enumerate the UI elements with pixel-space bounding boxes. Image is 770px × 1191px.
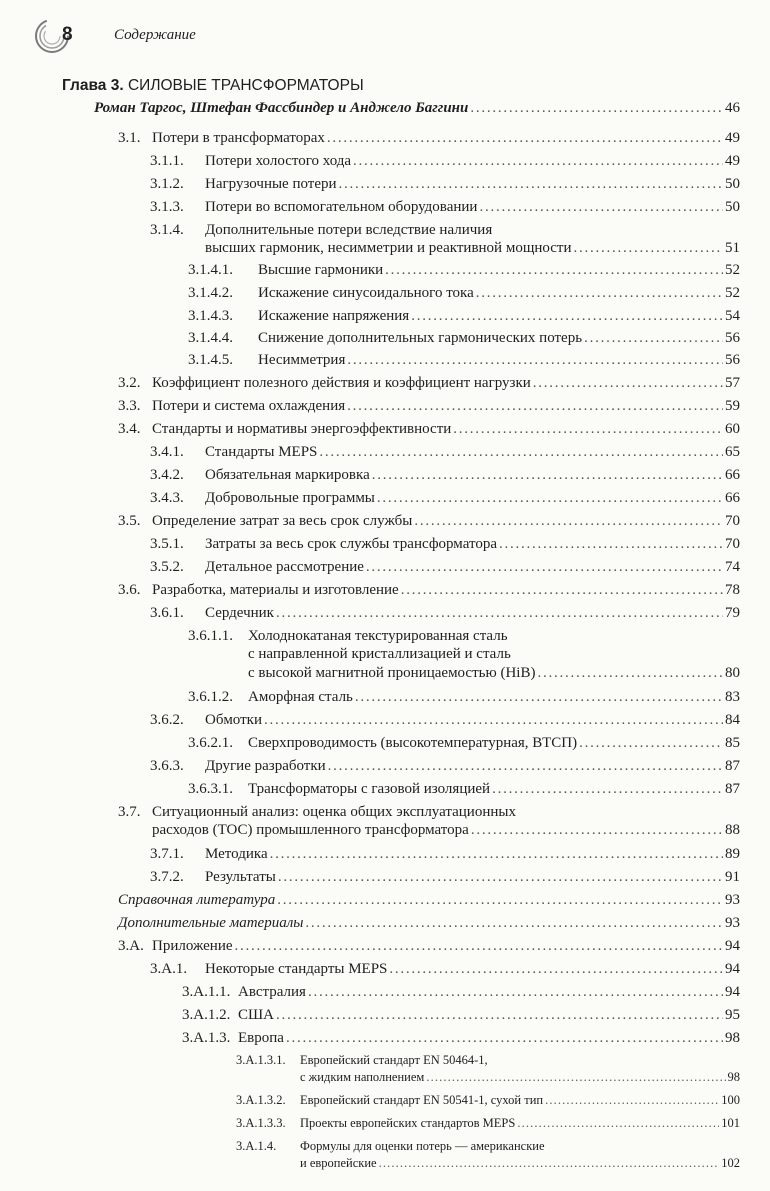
chapter-heading [62, 77, 364, 95]
toc-number: 3.1.4.2. [188, 285, 233, 301]
toc-entry [118, 398, 740, 420]
toc-entry [150, 153, 740, 175]
toc-title: Стандарты и нормативы энергоэффективности [152, 421, 452, 437]
toc-page: 52 [725, 262, 740, 278]
chapter-title: СИЛОВЫЕ ТРАНСФОРМАТОРЫ [127, 77, 364, 94]
toc-entry [236, 1116, 740, 1138]
toc-entry [188, 330, 740, 352]
toc-page: 93 [725, 892, 740, 908]
toc-page: 74 [725, 559, 740, 575]
toc-number: 3.5.1. [150, 536, 184, 552]
toc-entry [118, 421, 740, 443]
toc-entry [118, 375, 740, 397]
toc-entry [150, 444, 740, 466]
toc-page: 49 [725, 130, 740, 146]
toc-number: 3.1.4.5. [188, 352, 233, 368]
toc-title: Высшие гармоники [258, 262, 384, 278]
toc-number: 3.A.1.3.1. [236, 1053, 286, 1067]
toc-page: 98 [727, 1070, 740, 1084]
toc-entry [188, 352, 740, 374]
toc-entry [118, 915, 740, 937]
toc-number: 3.7. [118, 804, 141, 820]
toc-entry-continuation [300, 1156, 740, 1178]
toc-title: Приложение [152, 938, 233, 954]
toc-title: Дополнительные потери вследствие наличия [205, 222, 493, 238]
toc-title-continuation: расходов (ТОС) промышленного трансформатора [152, 822, 469, 838]
toc-entry [182, 1030, 740, 1052]
toc-entry [188, 735, 740, 757]
toc-page: 46 [725, 100, 740, 116]
toc-page: 51 [725, 240, 740, 256]
chapter-label: Глава 3. [62, 77, 124, 94]
toc-number: 3.6.2. [150, 712, 184, 728]
toc-page: 84 [725, 712, 740, 728]
toc-page: 65 [725, 444, 740, 460]
toc-page: 70 [725, 536, 740, 552]
toc-title: Определение затрат за весь срок службы [152, 513, 413, 529]
toc-title-continuation: с жидким наполнением [300, 1070, 425, 1084]
toc-page: 52 [725, 285, 740, 301]
toc-entry [188, 285, 740, 307]
toc-entry-continuation [152, 822, 740, 844]
toc-page: 54 [725, 308, 740, 324]
toc-entry [188, 689, 740, 711]
toc-page: 94 [725, 961, 740, 977]
toc-page: 98 [725, 1030, 740, 1046]
toc-title: Потери холостого хода [205, 153, 352, 169]
toc-title: Холоднокатаная текстурированная сталь [248, 628, 508, 644]
toc-entry [118, 130, 740, 152]
toc-title: Сверхпроводимость (высокотемпературная, ВТСП) [248, 735, 578, 751]
toc-number: 3.A. [118, 938, 144, 954]
toc-title: Европа [238, 1030, 284, 1046]
toc-page: 56 [725, 352, 740, 368]
toc-page: 66 [725, 467, 740, 483]
toc-title: Другие разработки [205, 758, 326, 774]
toc-number: 3.1.4.1. [188, 262, 233, 278]
toc-page: 91 [725, 869, 740, 885]
toc-number: 3.6.2.1. [188, 735, 233, 751]
toc-number: 3.1.2. [150, 176, 184, 192]
toc-number: 3.A.1.3.3. [236, 1116, 286, 1130]
toc-number: 3.A.1.4. [236, 1139, 277, 1153]
toc-title-continuation: и европейские [300, 1156, 377, 1170]
chapter-authors: Роман Таргос, Штефан Фассбиндер и Анджело Баггини [94, 100, 469, 116]
toc-title: Некоторые стандарты MEPS [205, 961, 388, 977]
toc-title: Нагрузочные потери [205, 176, 337, 192]
toc-entry [182, 984, 740, 1006]
toc-page: 78 [725, 582, 740, 598]
toc-entry [150, 176, 740, 198]
toc-number: 3.5. [118, 513, 141, 529]
toc-title: Ситуационный анализ: оценка общих эксплуатационных [152, 804, 516, 820]
toc-title: Европейский стандарт EN 50541-1, сухой тип [300, 1093, 544, 1107]
toc-entry [188, 308, 740, 330]
toc-title: Формулы для оценки потерь — американские [300, 1139, 545, 1153]
toc-number: 3.7.1. [150, 846, 184, 862]
toc-title: Несимметрия [258, 352, 346, 368]
toc-page: 87 [725, 758, 740, 774]
toc-title: Обмотки [205, 712, 262, 728]
toc-number: 3.1.4. [150, 222, 184, 238]
toc-number: 3.6. [118, 582, 141, 598]
toc-entry [150, 467, 740, 489]
toc-number: 3.4.1. [150, 444, 184, 460]
toc-page: 85 [725, 735, 740, 751]
toc-title: Обязательная маркировка [205, 467, 370, 483]
toc-page: 87 [725, 781, 740, 797]
toc-title: Сердечник [205, 605, 274, 621]
toc-page: 50 [725, 176, 740, 192]
toc-number: 3.1.3. [150, 199, 184, 215]
toc-page: 100 [721, 1093, 740, 1107]
toc-page: 50 [725, 199, 740, 215]
toc-page: 88 [725, 822, 740, 838]
toc-number: 3.1.4.3. [188, 308, 233, 324]
toc-entry [118, 513, 740, 535]
toc-entry [150, 712, 740, 734]
toc-title: Снижение дополнительных гармонических потерь [258, 330, 583, 346]
toc-page: 57 [725, 375, 740, 391]
toc-page: 101 [721, 1116, 740, 1130]
running-head: Содержание [114, 27, 196, 43]
toc-title: Потери в трансформаторах [152, 130, 325, 146]
toc-title: Искажение синусоидального тока [258, 285, 474, 301]
toc-entry [236, 1093, 740, 1115]
toc-page: 102 [721, 1156, 740, 1170]
toc-page: 66 [725, 490, 740, 506]
toc-entry [150, 846, 740, 868]
toc-title: Справочная литература [118, 892, 276, 908]
toc-page: 70 [725, 513, 740, 529]
page-number: 8 [62, 24, 73, 45]
toc-page: 83 [725, 689, 740, 705]
toc-number: 3.1.4.4. [188, 330, 233, 346]
toc-title: Детальное рассмотрение [205, 559, 364, 575]
toc-entry [150, 869, 740, 891]
toc-number: 3.6.3.1. [188, 781, 233, 797]
toc-title: Аморфная сталь [248, 689, 353, 705]
toc-title-continuation: с высокой магнитной проницаемостью (HiB) [248, 665, 536, 681]
toc-entry-continuation [300, 1070, 740, 1092]
toc-entry [150, 758, 740, 780]
toc-page: 89 [725, 846, 740, 862]
chapter-authors-row [94, 100, 740, 122]
toc-title: Потери во вспомогательном оборудовании [205, 199, 478, 215]
toc-number: 3.A.1.1. [182, 984, 231, 1000]
toc-title: Добровольные программы [205, 490, 375, 506]
toc-number: 3.1.1. [150, 153, 184, 169]
toc-number: 3.6.1.2. [188, 689, 233, 705]
toc-entry [188, 262, 740, 284]
toc-page: 49 [725, 153, 740, 169]
toc-title: США [238, 1007, 274, 1023]
toc-title-continuation: с направленной кристаллизацией и сталь [248, 646, 511, 662]
toc-title: Затраты за весь срок службы трансформатора [205, 536, 497, 552]
toc-title-continuation: высших гармоник, несимметрии и реактивной мощности [205, 240, 572, 256]
toc-number: 3.4. [118, 421, 141, 437]
toc-number: 3.6.1.1. [188, 628, 233, 644]
toc-number: 3.1. [118, 130, 141, 146]
toc-title: Европейский стандарт EN 50464-1, [300, 1053, 488, 1067]
toc-number: 3.2. [118, 375, 141, 391]
toc-page: 95 [725, 1007, 740, 1023]
toc-entry [150, 605, 740, 627]
toc-page: 56 [725, 330, 740, 346]
toc-entry [150, 199, 740, 221]
toc-entry [150, 559, 740, 581]
toc-entry [150, 490, 740, 512]
toc-entry-continuation [248, 665, 740, 687]
toc-entry [182, 1007, 740, 1029]
toc-page: 80 [725, 665, 740, 681]
toc-title: Дополнительные материалы [118, 915, 304, 931]
toc-page: 93 [725, 915, 740, 931]
toc-number: 3.4.3. [150, 490, 184, 506]
toc-title: Искажение напряжения [258, 308, 410, 324]
toc-entry [150, 536, 740, 558]
toc-page: 94 [725, 938, 740, 954]
toc-entry [118, 938, 740, 960]
toc-page: 59 [725, 398, 740, 414]
toc-number: 3.A.1.3. [182, 1030, 231, 1046]
toc-number: 3.A.1. [150, 961, 188, 977]
toc-title: Стандарты MEPS [205, 444, 318, 460]
toc-entry-continuation [205, 240, 740, 262]
toc-number: 3.3. [118, 398, 141, 414]
toc-title: Результаты [205, 869, 276, 885]
toc-title: Разработка, материалы и изготовление [152, 582, 399, 598]
toc-entry [118, 892, 740, 914]
toc-number: 3.6.1. [150, 605, 184, 621]
toc-number: 3.7.2. [150, 869, 184, 885]
toc-entry [118, 582, 740, 604]
toc-title: Австралия [238, 984, 306, 1000]
toc-number: 3.A.1.2. [182, 1007, 231, 1023]
toc-number: 3.6.3. [150, 758, 184, 774]
toc-number: 3.4.2. [150, 467, 184, 483]
toc-title: Методика [205, 846, 268, 862]
toc-number: 3.5.2. [150, 559, 184, 575]
toc-number: 3.A.1.3.2. [236, 1093, 286, 1107]
toc-page: 79 [725, 605, 740, 621]
toc-entry [150, 961, 740, 983]
toc-title: Трансформаторы с газовой изоляцией [248, 781, 491, 797]
toc-page: 94 [725, 984, 740, 1000]
toc-page: 60 [725, 421, 740, 437]
toc-entry [188, 781, 740, 803]
toc-title: Проекты европейских стандартов MEPS [300, 1116, 516, 1130]
toc-title: Потери и система охлаждения [152, 398, 346, 414]
toc-title: Коэффициент полезного действия и коэффициент нагрузки [152, 375, 531, 391]
